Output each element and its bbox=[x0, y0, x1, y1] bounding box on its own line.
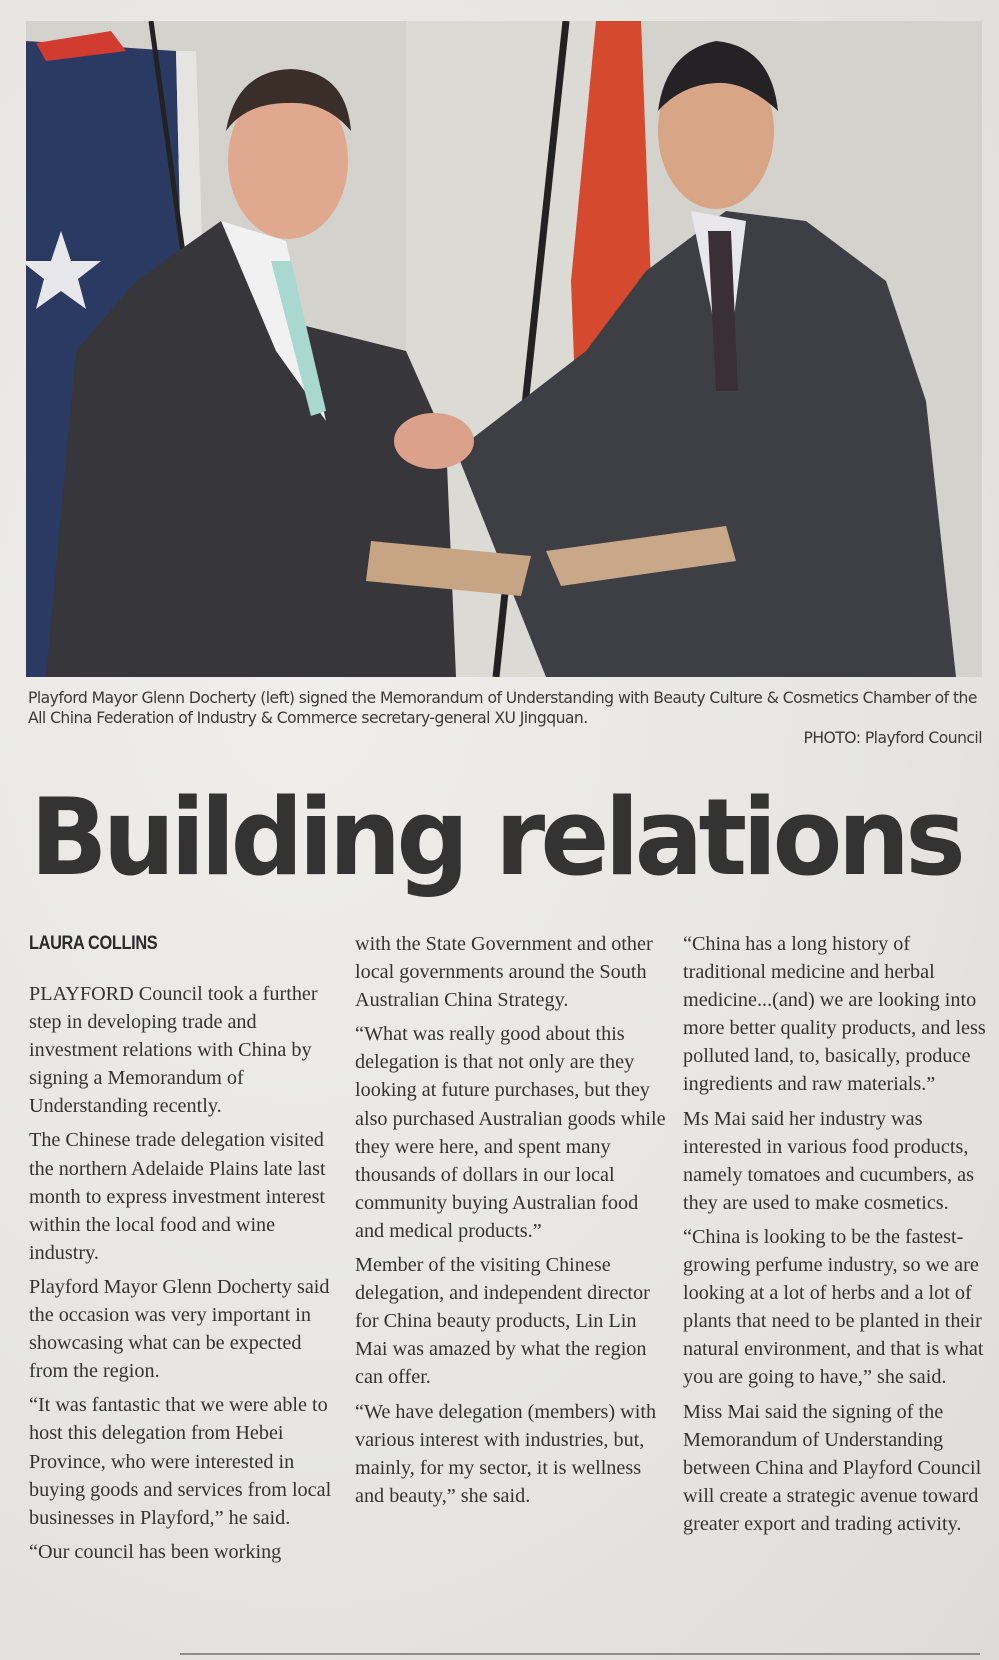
paragraph: “It was fantastic that we were able to host this delegation from Hebei Province, who were interested in buying goods and services from local businesses in Playford,” he said. bbox=[29, 1394, 332, 1529]
paragraph: Ms Mai said her industry was interested in various food products, namely tomatoes and cucumbers, as they are used to make cosmetics. bbox=[683, 1107, 974, 1214]
headline: Building relations bbox=[30, 776, 962, 899]
article-photo bbox=[26, 21, 982, 677]
article-column-1 bbox=[29, 930, 341, 1572]
paragraph: Playford Mayor Glenn Docherty said the occasion was very important in showcasing what can be expected from the region. bbox=[29, 1275, 330, 1383]
photo-credit: PHOTO: Playford Council bbox=[803, 729, 982, 747]
paragraph: with the State Government and other local governments around the South Australian China Strategy. bbox=[355, 933, 653, 1012]
paragraph: The Chinese trade delegation visited the northern Adelaide Plains late last month to express investment interest within the local food and wine industry. bbox=[29, 1129, 326, 1264]
paragraph: PLAYFORD Council took a further step in developing trade and investment relations with China by signing a Memorandum of Understanding recently. bbox=[29, 983, 318, 1118]
handshake-photo-illustration bbox=[26, 21, 982, 677]
paragraph: “We have delegation (members) with various interest with industries, but, mainly, for my sector, it is wellness and beauty,” she said. bbox=[355, 1400, 657, 1507]
photo-caption bbox=[28, 688, 982, 748]
paragraph: “China is looking to be the fastest-growing perfume industry, so we are looking at a lot of herbs and a lot of plants that need to be planted in their natural environment, and that is what you are going to have,” she said. bbox=[683, 1225, 984, 1389]
article-column-3 bbox=[683, 930, 995, 1544]
paragraph: Miss Mai said the signing of the Memorandum of Understanding between China and Playford Council will create a strategic avenue toward greater export and trading activity. bbox=[683, 1400, 982, 1535]
paragraph: “What was really good about this delegation is that not only are they looking at future purchases, but they also purchased Australian goods while they were here, and spent many thousands of dollars in our local community buying Australian food and medical products.” bbox=[355, 1023, 666, 1242]
paragraph: “Our council has been working bbox=[29, 1540, 282, 1563]
byline: LAURA COLLINS bbox=[29, 933, 158, 954]
paragraph: Member of the visiting Chinese delegation, and independent director for China beauty products, Lin Lin Mai was amazed by what the region can offer. bbox=[355, 1254, 650, 1389]
paragraph: “China has a long history of traditional medicine and herbal medicine...(and) we are looking into more better quality products, and less polluted land, to, basically, produce ingredients and raw materials.” bbox=[683, 933, 986, 1096]
article-column-2 bbox=[355, 930, 667, 1516]
bottom-rule-divider bbox=[180, 1653, 980, 1655]
caption-text: Playford Mayor Glenn Docherty (left) signed the Memorandum of Understanding with Beauty Culture & Cosmetics Chamber of the All China Federation of Industry & Commerce secretary-general XU Jingquan. bbox=[28, 689, 977, 727]
